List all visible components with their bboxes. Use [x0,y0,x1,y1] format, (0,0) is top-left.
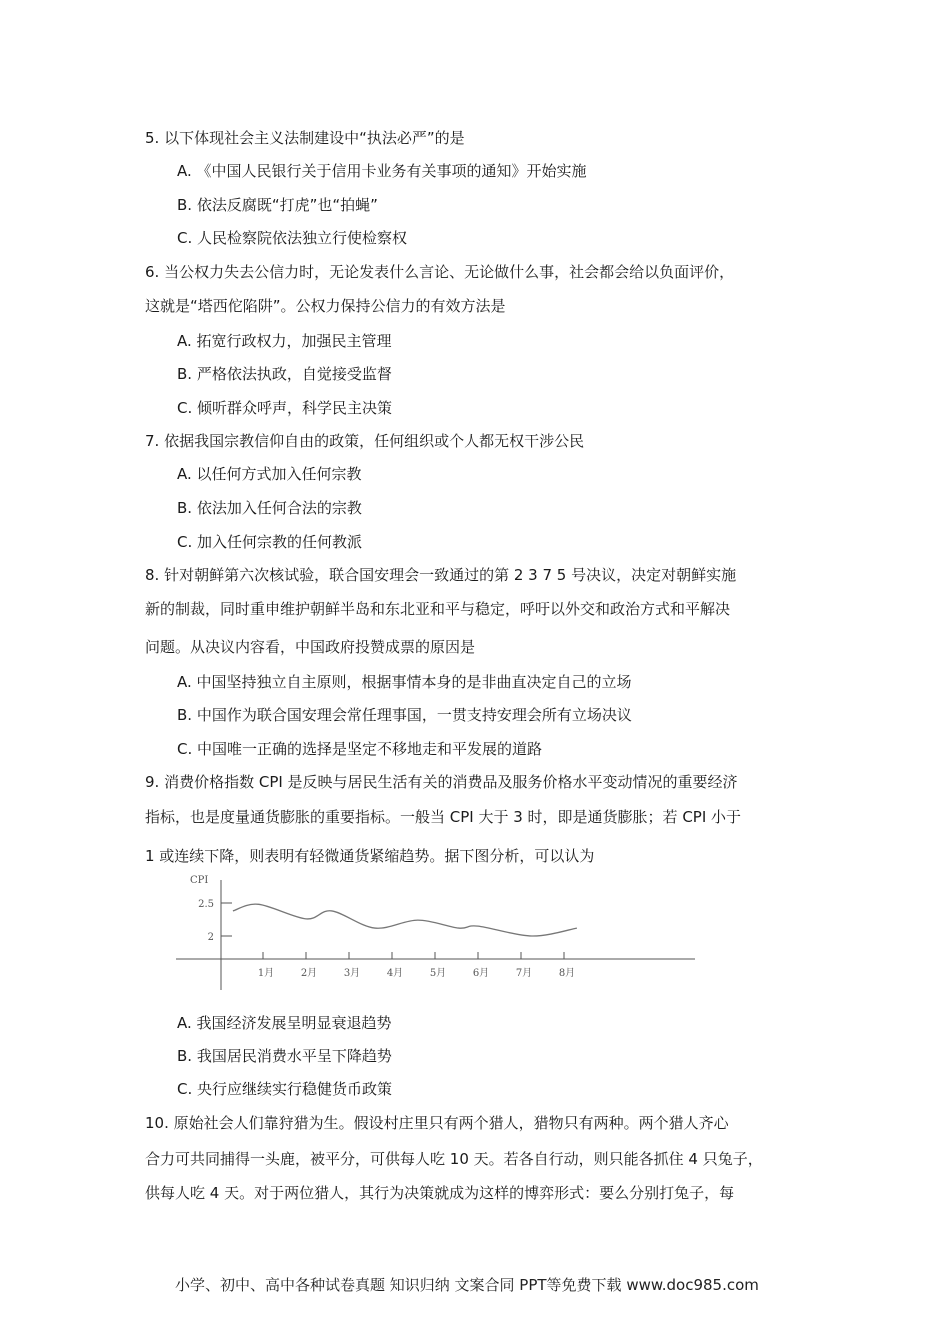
x-tick-label: 6月 [472,968,490,979]
answer-option: C. 人民检察院依法独立行使检察权 [177,229,408,247]
answer-option: A. 我国经济发展呈明显衰退趋势 [177,1014,392,1032]
x-tick-label: 3月 [343,968,361,979]
answer-option: A. 《中国人民银行关于信用卡业务有关事项的通知》开始实施 [177,162,587,180]
question-text: 8. 针对朝鲜第六次核试验，联合国安理会一致通过的第 2 3 7 5 号决议，决定对朝鲜实施 [145,566,737,584]
question-text: 指标，也是度量通货膨胀的重要指标。一般当 CPI 大于 3 时，即是通货膨胀；若 CPI 小于 [145,808,742,826]
answer-option: C. 央行应继续实行稳健货币政策 [177,1080,393,1098]
x-tick-label: 1月 [257,968,275,979]
answer-option: B. 严格依法执政，自觉接受监督 [177,365,392,383]
question-text: 合力可共同捕得一头鹿，被平分，可供每人吃 10 天。若各自行动，则只能各抓住 4 只兔子， [145,1150,763,1168]
x-tick-label: 7月 [515,968,533,979]
question-text: 1 或连续下降，则表明有轻微通货紧缩趋势。据下图分析，可以认为 [145,847,595,865]
answer-option: A. 中国坚持独立自主原则，根据事情本身的是非曲直决定自己的立场 [177,673,632,691]
answer-option: B. 我国居民消费水平呈下降趋势 [177,1047,392,1065]
question-text: 6. 当公权力失去公信力时，无论发表什么言论、无论做什么事，社会都会给以负面评价， [145,263,735,281]
cpi-chart [160,860,710,990]
y-axis-label: CPI [190,875,209,886]
answer-option: C. 倾听群众呼声，科学民主决策 [177,399,393,417]
y-tick-label: 2 [207,932,214,943]
cpi-series-line [233,904,577,936]
answer-option: B. 依法加入任何合法的宗教 [177,499,362,517]
answer-option: A. 拓宽行政权力，加强民主管理 [177,332,392,350]
answer-option: B. 中国作为联合国安理会常任理事国，一贯支持安理会所有立场决议 [177,706,632,724]
x-tick-label: 5月 [429,968,447,979]
question-text: 9. 消费价格指数 CPI 是反映与居民生活有关的消费品及服务价格水平变动情况的重要经济 [145,773,738,791]
question-text: 新的制裁，同时重申维护朝鲜半岛和东北亚和平与稳定，呼吁以外交和政治方式和平解决 [145,600,731,618]
question-text: 10. 原始社会人们靠狩猎为生。假设村庄里只有两个猎人，猎物只有两种。两个猎人齐心 [145,1114,729,1132]
x-tick-label: 2月 [300,968,318,979]
question-text: 5. 以下体现社会主义法制建设中“执法必严”的是 [145,129,465,147]
answer-option: C. 中国唯一正确的选择是坚定不移地走和平发展的道路 [177,740,543,758]
y-tick-label: 2.5 [198,899,214,910]
answer-option: B. 依法反腐既“打虎”也“拍蝇” [177,196,378,214]
question-text: 问题。从决议内容看，中国政府投赞成票的原因是 [145,638,476,656]
x-tick-label: 4月 [386,968,404,979]
question-text: 这就是“塔西佗陷阱”。公权力保持公信力的有效方法是 [145,297,506,315]
question-text: 7. 依据我国宗教信仰自由的政策，任何组织或个人都无权干涉公民 [145,432,585,450]
question-text: 供每人吃 4 天。对于两位猎人，其行为决策就成为这样的博弈形式：要么分别打兔子，每 [145,1184,735,1202]
answer-option: A. 以任何方式加入任何宗教 [177,465,362,483]
x-tick-label: 8月 [558,968,576,979]
footer-ad: 小学、初中、高中各种试卷真题 知识归纳 文案合同 PPT等免费下载 www.doc985.com [175,1276,759,1294]
answer-option: C. 加入任何宗教的任何教派 [177,533,363,551]
